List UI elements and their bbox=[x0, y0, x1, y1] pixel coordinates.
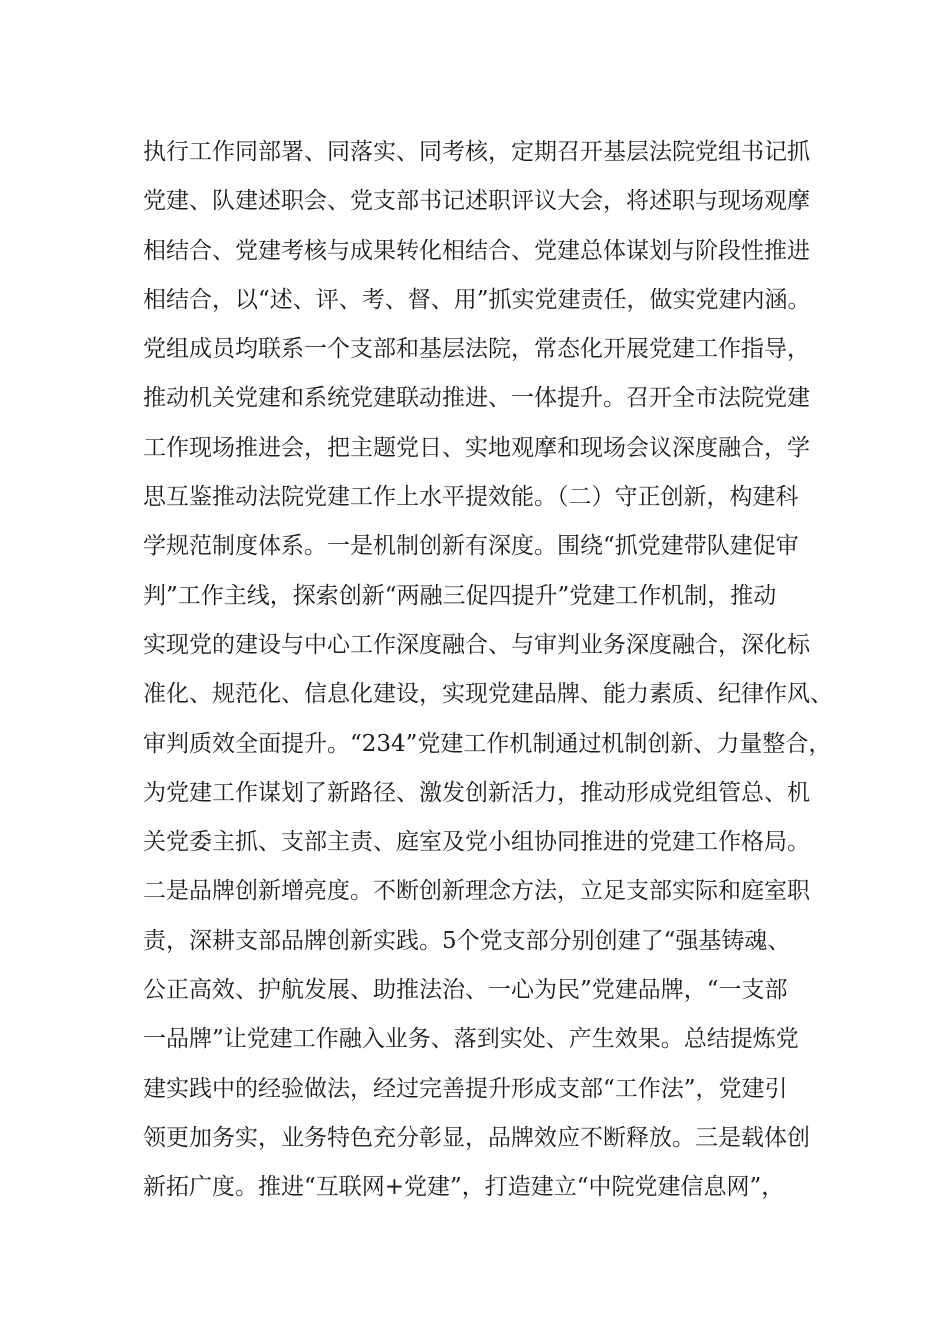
text-line: 工作现场推进会，把主题党日、实地观摩和现场会议深度融合，学 bbox=[143, 434, 810, 461]
text-line: 一品牌”让党建工作融入业务、落到实处、产生效果。总结提炼党 bbox=[143, 1026, 799, 1053]
text-line: 相结合，以“述、评、考、督、用”抓实党建责任，做实党建内涵。 bbox=[143, 286, 811, 313]
text-line: 学规范制度体系。一是机制创新有深度。围绕“抓党建带队建促审 bbox=[143, 533, 799, 560]
text-line: 相结合、党建考核与成果转化相结合、党建总体谋划与阶段性推进 bbox=[143, 237, 810, 264]
text-line: 二是品牌创新增亮度。不断创新理念方法，立足支部实际和庭室职 bbox=[143, 878, 810, 905]
text-line: 党组成员均联系一个支部和基层法院，常态化开展党建工作指导， bbox=[143, 336, 810, 363]
text-line: 执行工作同部署、同落实、同考核，定期召开基层法院党组书记抓 bbox=[143, 139, 810, 165]
text-line: 建实践中的经验做法，经过完善提升形成支部“工作法”，党建引 bbox=[143, 1075, 788, 1102]
text-line: 推动机关党建和系统党建联动推进、一体提升。召开全市法院党建 bbox=[143, 385, 810, 412]
text-line: 为党建工作谋划了新路径、激发创新活力，推动形成党组管总、机 bbox=[143, 779, 810, 806]
text-line: 关党委主抓、支部主责、庭室及党小组协同推进的党建工作格局。 bbox=[143, 829, 810, 856]
text-line: 思互鉴推动法院党建工作上水平提效能。（二）守正创新，构建科 bbox=[143, 484, 799, 511]
text-line: 审判质效全面提升。“234”党建工作机制通过机制创新、力量整合， bbox=[143, 730, 832, 757]
text-line: 领更加务实，业务特色充分彰显，品牌效应不断释放。三是载体创 bbox=[143, 1124, 810, 1151]
text-line: 党建、队建述职会、党支部书记述职评议大会，将述职与现场观摩 bbox=[143, 188, 810, 215]
document-body bbox=[143, 128, 843, 1213]
text-line: 准化、规范化、信息化建设，实现党建品牌、能力素质、纪律作风、 bbox=[143, 681, 833, 708]
text-line: 责，深耕支部品牌创新实践。5个党支部分别创建了“强基铸魂、 bbox=[143, 927, 791, 954]
text-line: 公正高效、护航发展、助推法治、一心为民”党建品牌，“一支部 bbox=[143, 977, 788, 1004]
text-line: 新拓广度。推进“互联网+党建”，打造建立“中院党建信息网”， bbox=[143, 1174, 785, 1201]
text-line: 实现党的建设与中心工作深度融合、与审判业务深度融合，深化标 bbox=[143, 631, 810, 658]
text-line: 判”工作主线，探索创新“两融三促四提升”党建工作机制，推动 bbox=[143, 582, 777, 609]
